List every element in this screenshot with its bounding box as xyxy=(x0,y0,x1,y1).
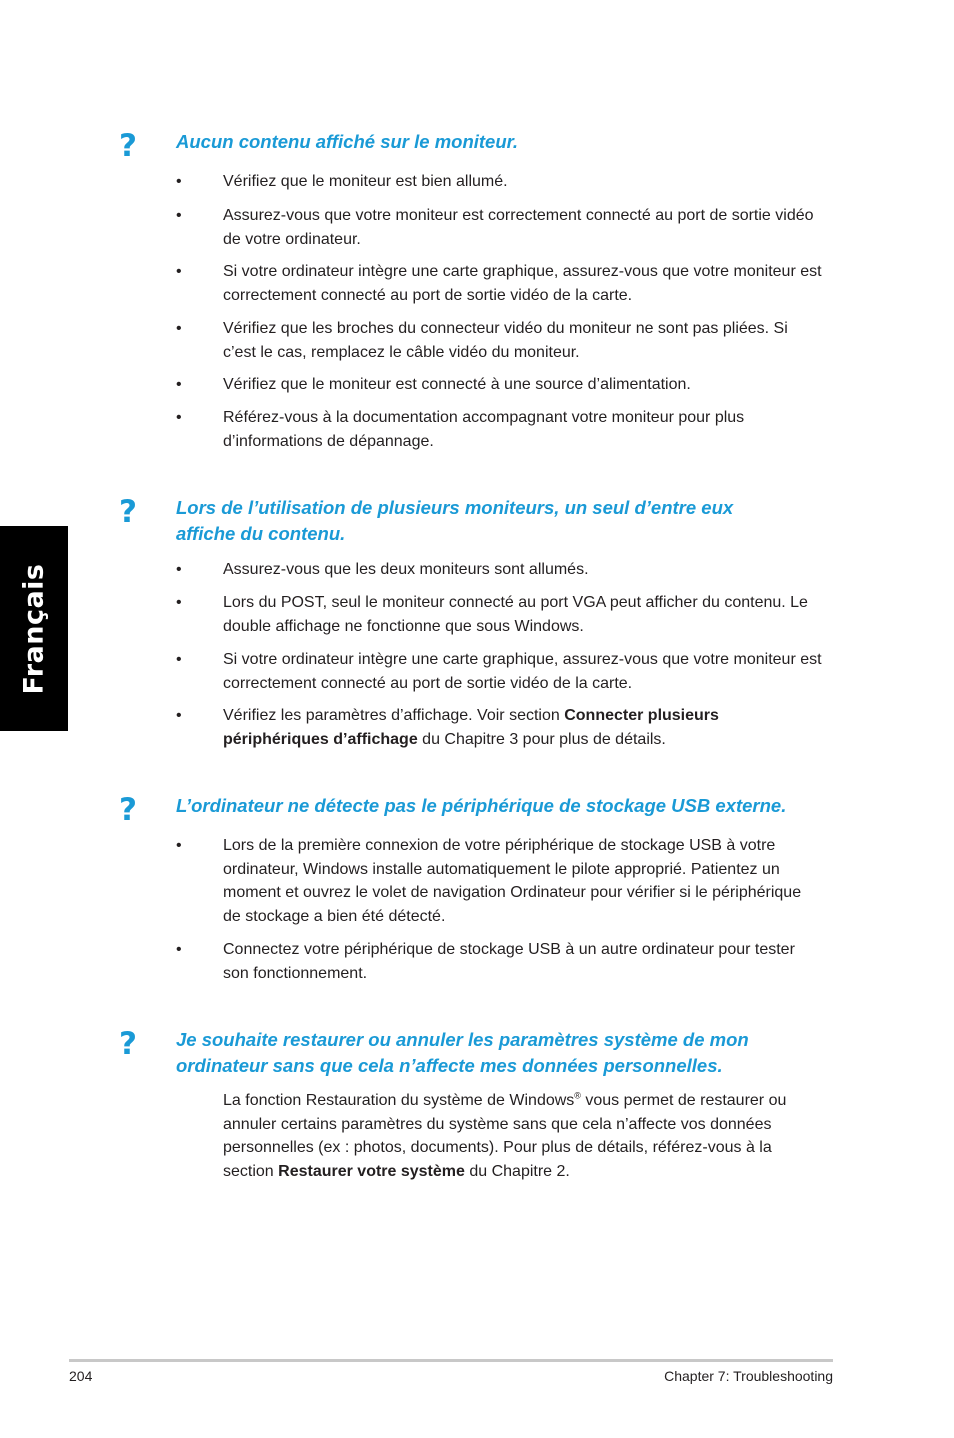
question-icon: ? xyxy=(119,128,137,164)
section-title: Je souhaite restaurer ou annuler les paramètres système de mon ordinateur sans que cela n’affecte mes données personnelles. xyxy=(176,1029,749,1076)
list-item: • Lors du POST, seul le moniteur connecté au port VGA peut afficher du contenu. Le double affichage ne fonctionne que sous Windows. xyxy=(176,594,808,635)
list-item: • Vérifiez que le moniteur est bien allumé. xyxy=(176,173,508,190)
body-paragraph: La fonction Restauration du système de Windows® vous permet de restaurer ou annuler certains paramètres du système sans que cela n’affecte vos données personnelles (ex : photos, documents). Pour plus de détails, référez-vous à la section Restaurer votre système du Chapitre 2. xyxy=(223,1090,787,1180)
list-item: • Assurez-vous que votre moniteur est correctement connecté au port de sortie vidéo de votre ordinateur. xyxy=(176,207,814,248)
list-item: • Lors de la première connexion de votre périphérique de stockage USB à votre ordinateur, Windows installe automatiquement le pilote approprié. Patientez un moment et ouvrez le volet de navigation Ordinateur pour vérifier si le périphérique de stockage a bien été détecté. xyxy=(176,837,802,925)
bullet-list xyxy=(0,834,954,985)
footer-divider xyxy=(69,1359,833,1362)
section-title: Aucun contenu affiché sur le moniteur. xyxy=(176,131,518,152)
page-number: 204 xyxy=(69,1368,93,1384)
list-item: • Vérifiez les paramètres d’affichage. Voir section Connecter plusieurs périphériques d’affichage du Chapitre 3 pour plus de détails. xyxy=(176,707,719,748)
list-item: • Connectez votre périphérique de stockage USB à un autre ordinateur pour tester son fonctionnement. xyxy=(176,941,795,982)
section-reference: Connecter plusieurs périphériques d’affichage xyxy=(223,707,719,748)
list-item: • Référez-vous à la documentation accompagnant votre moniteur pour plus d’informations de dépannage. xyxy=(176,409,745,450)
language-tab-label: Français xyxy=(18,562,50,695)
list-item: • Si votre ordinateur intègre une carte graphique, assurez-vous que votre moniteur est correctement connecté au port de sortie vidéo de la carte. xyxy=(176,651,822,692)
bullet-list xyxy=(0,170,954,453)
section-title: Lors de l’utilisation de plusieurs moniteurs, un seul d’entre eux affiche du contenu. xyxy=(176,497,734,544)
bullet-list xyxy=(0,558,954,751)
list-item: • Vérifiez que le moniteur est connecté à une source d’alimentation. xyxy=(176,376,691,393)
section-title: L’ordinateur ne détecte pas le périphérique de stockage USB externe. xyxy=(176,795,787,816)
list-item: • Vérifiez que les broches du connecteur vidéo du moniteur ne sont pas pliées. Si c’est le cas, remplacez le câble vidéo du moniteur. xyxy=(176,320,788,361)
question-icon: ? xyxy=(119,1026,137,1062)
section-reference: Restaurer votre système xyxy=(278,1162,465,1180)
question-icon: ? xyxy=(119,792,137,828)
chapter-title: Chapter 7: Troubleshooting xyxy=(664,1368,833,1384)
question-icon: ? xyxy=(119,494,137,530)
list-item: • Assurez-vous que les deux moniteurs sont allumés. xyxy=(176,561,589,578)
registered-mark: ® xyxy=(574,1090,581,1101)
list-item: • Si votre ordinateur intègre une carte graphique, assurez-vous que votre moniteur est correctement connecté au port de sortie vidéo de la carte. xyxy=(176,263,822,304)
